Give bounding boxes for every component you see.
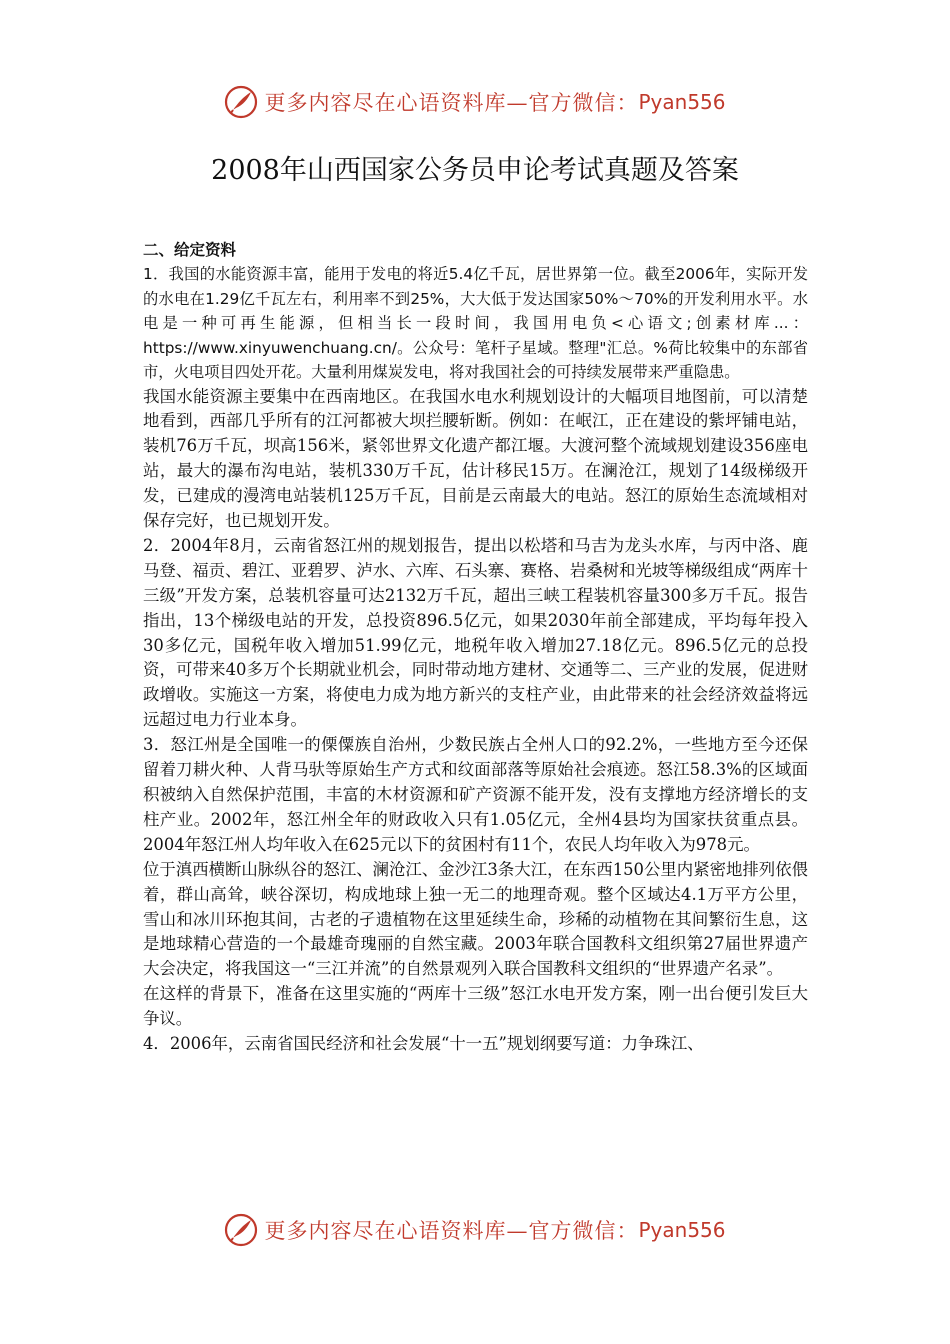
paragraph-7: 4．2006年，云南省国民经济和社会发展“十一五”规划纲要写道：力争珠江、: [143, 1034, 704, 1054]
section-heading: 二、给定资料: [143, 241, 237, 259]
banner-text: 更多内容尽在心语资料库—官方微信：: [264, 91, 639, 115]
banner-wechat-id: Pyan556: [638, 90, 726, 114]
document-body: [143, 238, 808, 1057]
paragraph-4: 3．怒江州是全国唯一的傈僳族自治州，少数民族占全州人口的92.2%，一些地方至今还保留着刀耕火种、人背马驮等原始生产方式和纹面部落等原始社会痕迹。怒江58.3%的区域面积被纳入自然保护范围，丰富的木材资源和矿产资源不能开发，没有支撑地方经济增长的支柱产业。2002年，怒江州全年的财政收入只有1.05亿元，全州4县均为国家扶贫重点县。2004年怒江州人均年收入在625元以下的贫困村有11个，农民人均年收入为978元。: [143, 735, 808, 854]
paragraph-3: 2．2004年8月，云南省怒江州的规划报告，提出以松塔和马吉为龙头水库，与丙中洛、鹿马登、福贡、碧江、亚碧罗、泸水、六库、石头寨、赛格、岩桑树和光坡等梯级组成“两库十三级”开发方案，总装机容量可达2132万千瓦，超出三峡工程装机容量300多万千瓦。报告指出，13个梯级电站的开发，总投资896.5亿元，如果2030年前全部建成，平均每年投入30多亿元，国税年收入增加51.99亿元，地税年收入增加27.18亿元。896.5亿元的总投资，可带来40多万个长期就业机会，同时带动地方建材、交通等二、三产业的发展，促进财政增收。实施这一方案，将使电力成为地方新兴的支柱产业，由此带来的社会经济效益将远远超过电力行业本身。: [143, 535, 808, 730]
banner-wechat-id: Pyan556: [638, 1218, 726, 1242]
quill-logo-icon: [224, 85, 258, 119]
quill-logo-icon: [224, 1213, 258, 1247]
banner-text: 更多内容尽在心语资料库—官方微信：: [264, 1219, 639, 1243]
paragraph-5: 位于滇西横断山脉纵谷的怒江、澜沧江、金沙江3条大江，在东西150公里内紧密地排列依偎着，群山高耸，峡谷深切，构成地球上独一无二的地理奇观。整个区域达4.1万平方公里，雪山和冰川环抱其间，古老的孑遗植物在这里延续生命，珍稀的动植物在其间繁衍生息，这是地球精心营造的一个最雄奇瑰丽的自然宝藏。2003年联合国教科文组织第27届世界遗产大会决定，将我国这一“三江并流”的自然景观列入联合国教科文组织的“世界遗产名录”。: [143, 859, 808, 979]
page-title: 2008年山西国家公务员申论考试真题及答案: [211, 155, 739, 186]
paragraph-6: 在这样的背景下，准备在这里实施的“两库十三级”怒江水电开发方案，刚一出台便引发巨大争议。: [143, 984, 808, 1029]
header-banner: [0, 82, 950, 122]
paragraph-1: 1．我国的水能资源丰富，能用于发电的将近5.4亿千瓦，居世界第一位。截至2006年，实际开发的水电在1.29亿千瓦左右，利用率不到25%，大大低于发达国家50%～70%的开发利用水平。水电是一种可再生能源，但相当长一段时间，我国用电负<心语文;创素材库...：https://www.xinyuwenchuang.cn/。公众号：笔杆子星域。整理"汇总。%荷比较集中的东部省市，火电项目四处开花。大量利用煤炭发电，将对我国社会的可持续发展带来严重隐患。: [143, 265, 808, 381]
footer-banner: [0, 1210, 950, 1250]
paragraph-2: 我国水能资源主要集中在西南地区。在我国水电水利规划设计的大幅项目地图前，可以清楚地看到，西部几乎所有的江河都被大坝拦腰斩断。例如：在岷江，正在建设的紫坪铺电站，装机76万千瓦，坝高156米，紧邻世界文化遗产都江堰。大渡河整个流域规划建设356座电站，最大的瀑布沟电站，装机330万千瓦，估计移民15万。在澜沧江，规划了14级梯级开发，已建成的漫湾电站装机125万千瓦，目前是云南最大的电站。怒江的原始生态流域相对保存完好，也已规划开发。: [143, 386, 808, 531]
